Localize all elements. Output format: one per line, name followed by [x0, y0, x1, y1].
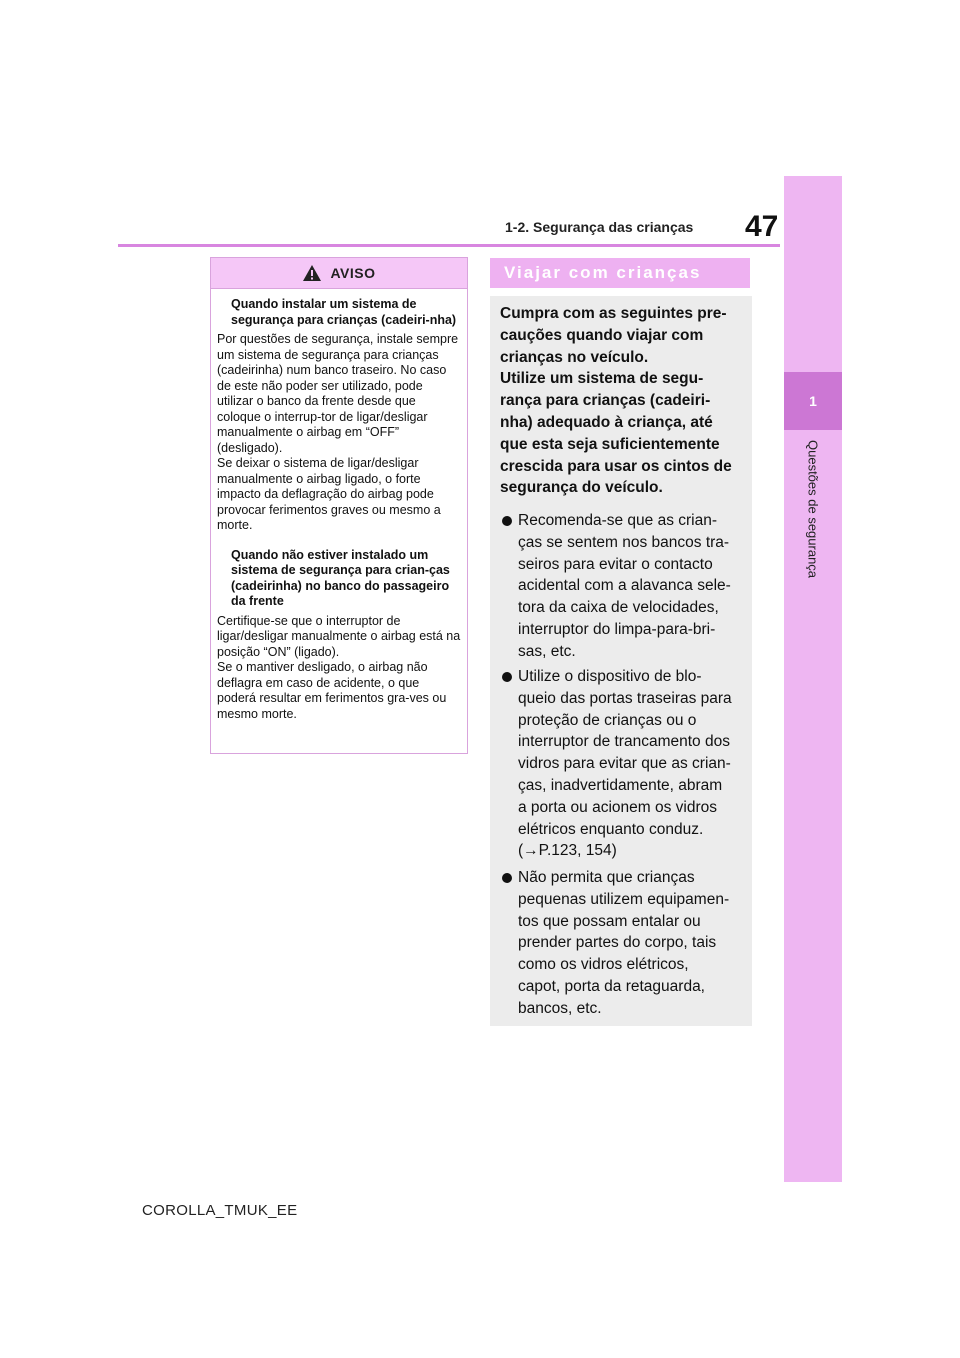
warning-title: AVISO [330, 265, 376, 281]
list-item [500, 666, 745, 862]
travel-section-header: Viajar com crianças [490, 258, 750, 288]
chapter-label-text: Questões de segurança [805, 440, 821, 579]
warning-subtitle: Quando não estiver instalado um sistema de segurança para crian-ças (cadeirinha) no banco do passageiro da frente [231, 547, 450, 608]
document-code: COROLLA_TMUK_EE [142, 1202, 298, 1219]
list-item-text: Recomenda-se que as crian- ças se sentem nos bancos tra- seiros para evitar o contacto acidental com a alavanca sele- tora da caixa de velocidades, interruptor do limpa-para-bri- sas, etc. [518, 512, 731, 660]
list-item-text: Utilize o dispositivo de blo- queio das portas traseiras para proteção de crianças ou o interruptor de trancamento dos vidros para evitar que as crian- ças, inadvertidamente, abram a porta ou acionem os vidros elétricos enquanto conduz. (→P.123, 154) [518, 668, 732, 860]
travel-intro-text: Cumpra com as seguintes pre- cauções quando viajar com crianças no veículo. Utilize um sistema de segu- rança para crianças (cadeiri- nha) adequado à criança, até que esta seja suficientemente crescida para usar os cintos de segurança do veículo. [500, 305, 732, 497]
header-rule [118, 244, 780, 247]
bullet-dot-icon [502, 516, 512, 526]
bullet-dot-icon [502, 873, 512, 883]
list-item [500, 867, 745, 1020]
warning-subtitle: Quando instalar um sistema de segurança para crianças (cadeiri-nha) [231, 297, 457, 327]
bullet-dot-icon [502, 672, 512, 682]
warning-box [210, 257, 468, 754]
section-title: 1-2. Segurança das crianças [505, 219, 694, 235]
list-item-text: Não permita que crianças pequenas utilizem equipamen- tos que possam entalar ou prender partes do corpo, tais como os vidros elétricos, capot, porta da retaguarda, bancos, etc. [518, 869, 730, 1017]
warning-triangle-icon [302, 264, 322, 282]
chapter-side-tab [784, 176, 842, 1182]
list-item [500, 510, 745, 663]
warning-paragraph: Por questões de segurança, instale sempre um sistema de segurança para crianças (cadeirinha) num banco traseiro. No caso de este não poder ser utilizado, pode utilizar o banco da frente desde que coloque o interrup-tor de ligar/desligar manualmente o airbag em “OFF” (desligado). Se deixar o sistema de ligar/desligar manualmente o airbag ligado, o forte impacto da deflagração do airbag pode provocar ferimentos graves ou mesmo a morte. [217, 332, 459, 532]
warning-header [211, 258, 467, 289]
chapter-number-tab[interactable]: 1 [784, 372, 842, 430]
page-number: 47 [745, 210, 779, 243]
warning-body [211, 289, 467, 722]
warning-paragraph: Certifique-se que o interruptor de ligar/desligar manualmente o airbag está na posição “ON” (ligado). Se o mantiver desligado, o airbag não deflagra em caso de acidente, o que poderá resultar em ferimentos gra-ves ou mesmo morte. [217, 613, 461, 721]
